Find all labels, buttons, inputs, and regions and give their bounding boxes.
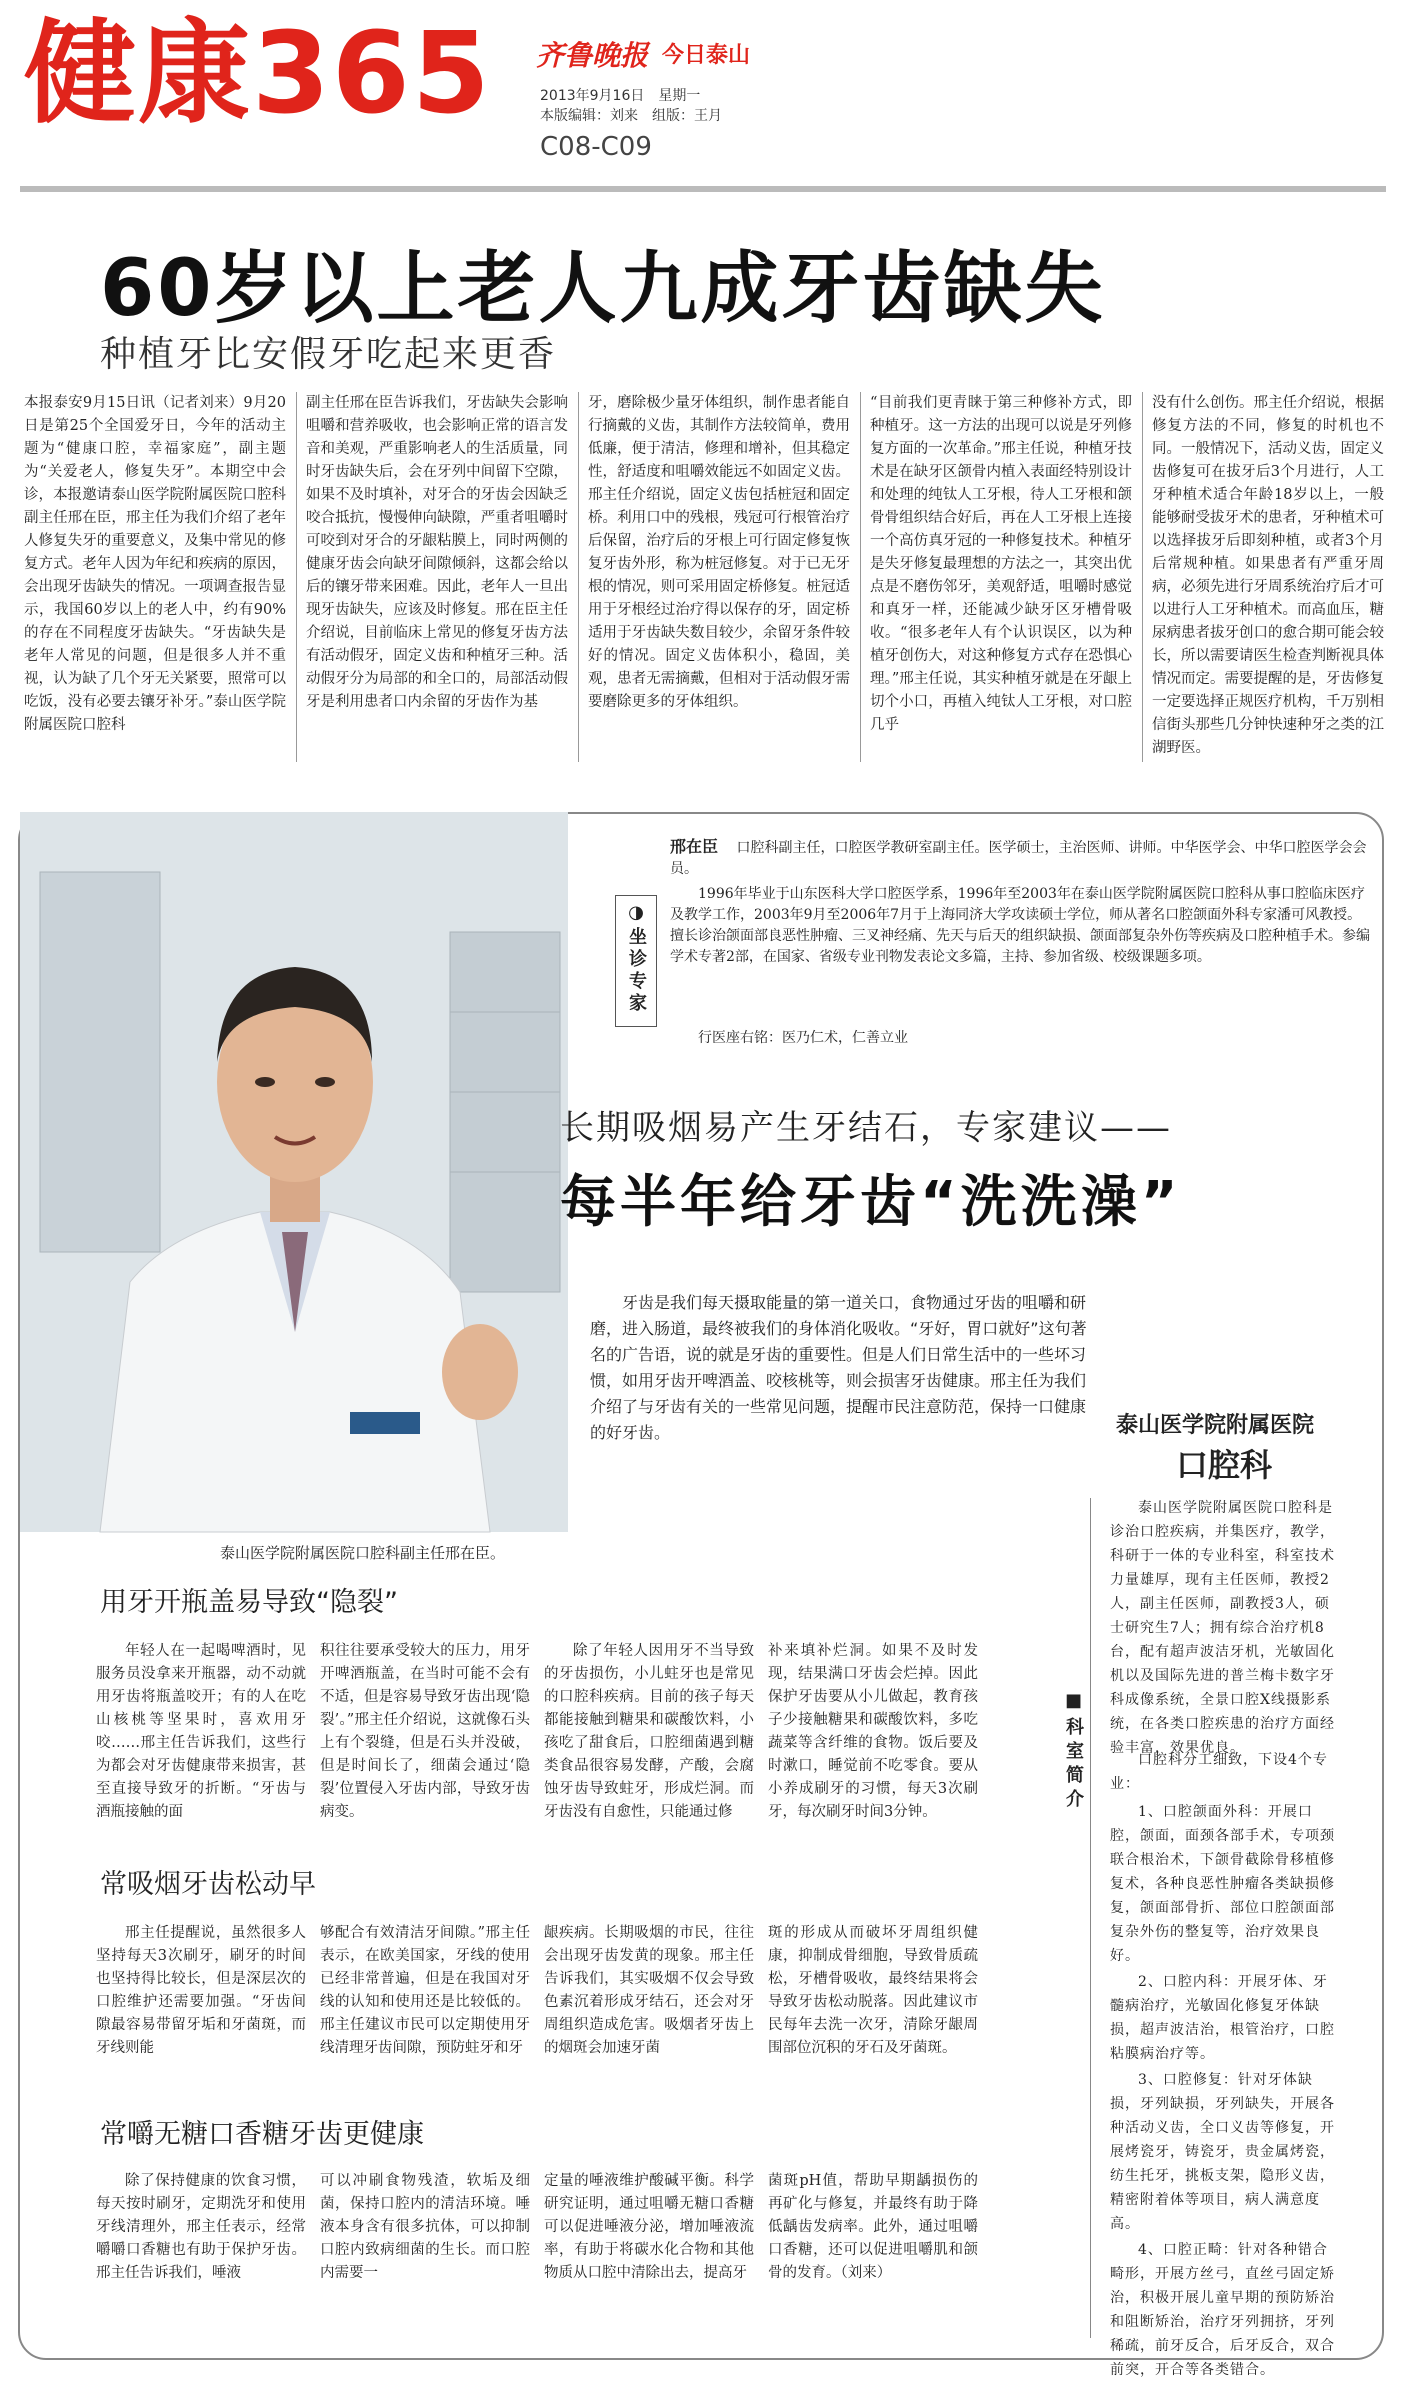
section3-column-3: 定量的唾液维护酸碱平衡。科学研究证明，通过咀嚼无糖口香糖可以促进唾液分泌，增加唾液流率，有助于将碳水化合物和其他物质从口腔中清除出去，提高牙 [544,2173,754,2281]
sidebar-body: 泰山医学院附属医院口腔科是诊治口腔疾病，并集医疗，教学，科研于一体的专业科室，科室技术力量雄厚，现有主任医师，教授2人，副主任医师，副教授3人，硕士研究生7人；拥有综合治疗机8台，配有超声波洁牙机，光敏固化机以及国际先进的普兰梅卡数字牙科成像系统，全景口腔X线摄影系统，在各类口腔疾患的治疗方面经验丰富，效果优良。 [1110,1500,1335,1756]
section2-column-2: 够配合有效清洁牙间隙。”邢主任表示，在欧美国家，牙线的使用已经非常普遍，但是在我国对牙线的认知和使用还是比较低的。邢主任建议市民可以定期使用牙线清理牙齿间隙，预防蛀牙和牙 [320,1925,530,2056]
section-heading-2: 常吸烟牙齿松动早 [100,1869,316,1900]
sidebar-dept: 口腔科 [1176,1446,1273,1484]
section1-column-1: 年轻人在一起喝啤酒时，见服务员没拿来开瓶器，动不动就用牙齿将瓶盖咬开；有的人在吃山核桃等坚果时，喜欢用牙咬……邢主任告诉我们，这些行为都会对牙齿健康带来损害，甚至直接导致牙的折断。“牙齿与酒瓶接触的面 [96,1643,306,1820]
square-bullet-icon: ■ [1063,1690,1084,1717]
section1-column-4: 补来填补烂洞。如果不及时发现，结果满口牙齿会烂掉。因此保护牙齿要从小儿做起，教育孩子少接触糖果和碳酸饮料，多吃蔬菜等含纤维的食物。饭后要及时漱口，睡觉前不吃零食。要从小养成刷牙的习惯，每天3次刷牙，每次刷牙时间3分钟。 [768,1643,978,1820]
sidebar-label [1064,1690,1086,1813]
date-line: 2013年9月16日 星期一 [540,88,701,104]
section-title: 健康365 [24,9,492,139]
sidebar-hospital: 泰山医学院附属医院 [1116,1412,1315,1438]
expert-tag [615,895,657,1027]
lead-column-3: 牙，磨除极少量牙体组织，制作患者能自行摘戴的义齿，其制作方法较简单，费用低廉，便于清洁，修理和增补，但其稳定性，舒适度和咀嚼效能远不如固定义齿。邢主任介绍说，固定义齿包括桩冠和固定桥。利用口中的残根，残冠可行根管治疗后保留，治疗后的牙根上可行固定修复恢复牙齿外形，称为桩冠修复。对于已无牙根的情况，则可采用固定桥修复。桩冠适用于牙根经过治疗得以保存的牙，固定桥适用于牙齿缺失数目较少，余留牙条件较好的情况。固定义齿体积小，稳固，美观，患者无需摘戴，但相对于活动假牙需要磨除更多的牙体组织。 [588,395,850,710]
newspaper-brand: 齐鲁晚报 [536,39,649,72]
column-divider [296,392,297,762]
section2-column-3: 龈疾病。长期吸烟的市民，往往会出现牙齿发黄的现象。邢主任告诉我们，其实吸烟不仅会导致色素沉着形成牙结石，还会对牙周组织造成危害。吸烟者牙齿上的烟斑会加速牙菌 [544,1925,754,2056]
sidebar-item: 2、口腔内科：开展牙体、牙髓病治疗，光敏固化修复牙体缺损，超声波洁治，根管治疗，口腔粘膜病治疗等。 [1110,1974,1335,2062]
column-divider [578,392,579,762]
sidebar-item: 3、口腔修复：针对牙体缺损，牙列缺损，牙列缺失，开展各种活动义齿，全口义齿等修复，开展烤瓷牙，铸瓷牙，贵金属烤瓷，纺生托牙，挑板支架，隐形义齿，精密附着体等项目，病人满意度高。 [1110,2072,1335,2232]
sidebar-item: 4、口腔正畸：针对各种错合畸形，开展方丝弓，直丝弓固定矫治，积极开展儿童早期的预防矫治和阻断矫治，治疗牙列拥挤，牙列稀疏，前牙反合，后牙反合，双合前突，开合等各类错合。 [1110,2242,1335,2378]
edition-name: 今日泰山 [662,43,751,68]
section3-column-2: 可以冲刷食物残渣，软垢及细菌，保持口腔内的清洁环境。唾液本身含有很多抗体，可以抑制口腔内致病细菌的生长。而口腔内需要一 [320,2173,530,2281]
section2-column-1: 邢主任提醒说，虽然很多人坚持每天3次刷牙，刷牙的时间也坚持得比较长，但是深层次的口腔维护还需要加强。“牙齿间隙最容易带留牙垢和牙菌斑，而牙线则能 [96,1925,306,2056]
photo-caption: 泰山医学院附属医院口腔科副主任邢在臣。 [220,1544,506,1562]
sidebar-label-text: 科室简介 [1063,1717,1084,1813]
expert-photo [20,812,568,1532]
column-divider [860,392,861,762]
section3-column-4: 菌斑pH值，帮助早期龋损伤的再矿化与修复，并最终有助于降低龋齿发病率。此外，通过咀嚼口香糖，还可以促进咀嚼肌和颌骨的发育。（刘来） [768,2173,978,2281]
header-rule [20,186,1386,192]
lead-headline: 60岁以上老人九成牙齿缺失 [100,244,1106,334]
section1-column-2: 积往往要承受较大的压力，用牙开啤酒瓶盖，在当时可能不会有不适，但是容易导致牙齿出现‘隐裂’。”邢主任介绍说，这就像石头上有个裂缝，但是石头并没破，但是时间长了，细菌会通过‘隐裂’位置侵入牙齿内部，导致牙齿病变。 [320,1643,530,1820]
expert-bio: 1996年毕业于山东医科大学口腔医学系，1996年至2003年在泰山医学院附属医院口腔科从事口腔临床医疗及教学工作，2003年9月至2006年7月于上海同济大学攻读硕士学位，师从著名口腔颌面外科专家潘可风教授。擅长诊治颌面部良恶性肿瘤、三叉神经痛、先天与后天的组织缺损、颌面部复杂外伤等疾病及口腔种植手术。参编学术专著2部，在国家、省级专业刊物发表论文多篇，主持、参加省级、校级课题多项。 [670,886,1370,965]
half-circle-icon: ◑ [628,902,644,923]
page-range: C08-C09 [540,132,652,162]
feature-intro: 牙齿是我们每天摄取能量的第一道关口，食物通过牙齿的咀嚼和研磨，进入肠道，最终被我们的身体消化吸收。“牙好，胃口就好”这句著名的广告语，说的就是牙齿的重要性。但是人们日常生活中的一些坏习惯，如用牙齿开啤酒盖、咬核桃等，则会损害牙齿健康。邢主任为我们介绍了与牙齿有关的一些常见问题，提醒市民注意防范，保持一口健康的好牙齿。 [590,1293,1087,1442]
expert-title: 口腔科副主任，口腔医学教研室副主任。医学硕士，主治医师、讲师。中华医学会、中华口腔医学会会员。 [670,840,1367,877]
sidebar-intro-line: 口腔科分工细致，下设4个专业： [1110,1752,1328,1792]
expert-tag-label: 坐诊专家 [626,927,647,1015]
lead-column-1: 本报泰安9月15日讯（记者刘来）9月20日是第25个全国爱牙日，今年的活动主题为“健康口腔，幸福家庭”，副主题为“关爱老人，修复失牙”。本期空中会诊，本报邀请泰山医学院附属医院口腔科副主任邢在臣，邢主任为我们介绍了老年人修复失牙的重要意义，及集中常见的修复方式。老年人因为年纪和疾病的原因，会出现牙齿缺失的情况。一项调查报告显示，我国60岁以上的老人中，约有90%的存在不同程度牙齿缺失。“牙齿缺失是老年人常见的问题，但是很多人并不重视，认为缺了几个牙无关紧要，照常可以吃饭，没有必要去镶牙补牙。”泰山医学院附属医院口腔科 [24,395,286,733]
section-heading-1: 用牙开瓶盖易导致“隐裂” [100,1587,398,1618]
column-divider [1142,392,1143,762]
section2-column-4: 斑的形成从而破坏牙周组织健康，抑制成骨细胞，导致骨质疏松，牙槽骨吸收，最终结果将会导致牙齿松动脱落。因此建议市民每年去洗一次牙，清除牙龈周围部位沉积的牙石及牙菌斑。 [768,1925,978,2056]
section-heading-3: 常嚼无糖口香糖牙齿更健康 [100,2119,424,2150]
feature-kicker: 长期吸烟易产生牙结石，专家建议—— [560,1108,1172,1148]
lead-subhead: 种植牙比安假牙吃起来更香 [100,334,557,375]
section3-column-1: 除了保持健康的饮食习惯，每天按时刷牙，定期洗牙和使用牙线清理外，邢主任表示，经常嚼嚼口香糖也有助于保护牙齿。邢主任告诉我们，唾液 [96,2173,306,2281]
expert-motto: 行医座右铭：医乃仁术，仁善立业 [698,1030,908,1046]
section1-column-3: 除了年轻人因用牙不当导致的牙齿损伤，小儿蛀牙也是常见的口腔科疾病。目前的孩子每天都能接触到糖果和碳酸饮料，小孩吃了甜食后，口腔细菌遇到糖类食品很容易发酵，产酸，会腐蚀牙齿导致蛀牙，形成烂洞。而牙齿没有自愈性，只能通过修 [544,1643,754,1820]
expert-title-block [670,836,1370,880]
sidebar-divider [1090,1498,1091,2338]
lead-column-2: 副主任邢在臣告诉我们，牙齿缺失会影响咀嚼和营养吸收，也会影响正常的语言发音和美观，严重影响老人的生活质量，同时牙齿缺失后，会在牙列中间留下空隙，如果不及时填补，对牙合的牙齿会因缺乏咬合抵抗，慢慢伸向缺隙，严重者咀嚼时可咬到对牙合的牙龈粘膜上，同时两侧的健康牙齿会向缺牙间隙倾斜，这都会给以后的镶牙带来困难。因此，老年人一旦出现牙齿缺失，应该及时修复。邢在臣主任介绍说，目前临床上常见的修复牙齿方法有活动假牙，固定义齿和种植牙三种。活动假牙分为局部的和全口的，局部活动假牙是利用患者口内余留的牙齿作为基 [306,395,568,710]
sidebar-items [1110,1800,1338,2378]
doctor-portrait-image [20,812,568,1532]
feature-headline: 每半年给牙齿“洗洗澡” [560,1170,1182,1235]
sidebar-item: 1、口腔颌面外科：开展口腔，颌面，面颈各部手术，专项颈联合根治术，下颌骨截除骨移植修复术，各种良恶性肿瘤各类缺损修复，颌面部骨折、部位口腔颌面部复杂外伤的整复等，治疗效果良好。 [1110,1804,1335,1964]
lead-column-5: 没有什么创伤。邢主任介绍说，根据修复方法的不同，修复的时机也不同。一般情况下，活动义齿，固定义齿修复可在拔牙后3个月进行，人工牙种植术适合年龄18岁以上，一般能够耐受拔牙术的患者，牙种植术可以选择拔牙后即刻种植，或者3个月后常规种植。如果患者有严重牙周病，必须先进行牙周系统治疗后才可以进行人工牙种植术。而高血压，糖尿病患者拔牙创口的愈合期可能会较长，所以需要请医生检查判断视具体情况而定。需要提醒的是，牙齿修复一定要选择正规医疗机构，千万别相信街头那些几分钟快速种牙之类的江湖野医。 [1152,395,1384,756]
lead-column-4: “目前我们更青睐于第三种修补方式，即种植牙。这一方法的出现可以说是牙列修复方面的一次革命。”邢主任说，种植牙技术是在缺牙区颌骨内植入表面经特别设计和处理的纯钛人工牙根，待人工牙根和颌骨骨组织结合好后，再在人工牙根上连接一个高仿真牙冠的一种修复技术。种植牙是失牙修复最理想的方法之一，其突出优点是不磨伤邻牙，美观舒适，咀嚼时感觉和真牙一样，还能减少缺牙区牙槽骨吸收。“很多老年人有个认识误区，以为种植牙创伤大，对这种修复方式存在恐惧心理。”邢主任说，其实种植牙就是在牙龈上切个小口，再植入纯钛人工牙根，对口腔几乎 [870,395,1132,733]
expert-name: 邢在臣 [670,837,719,856]
editors-line: 本版编辑：刘来 组版：王月 [540,108,722,124]
